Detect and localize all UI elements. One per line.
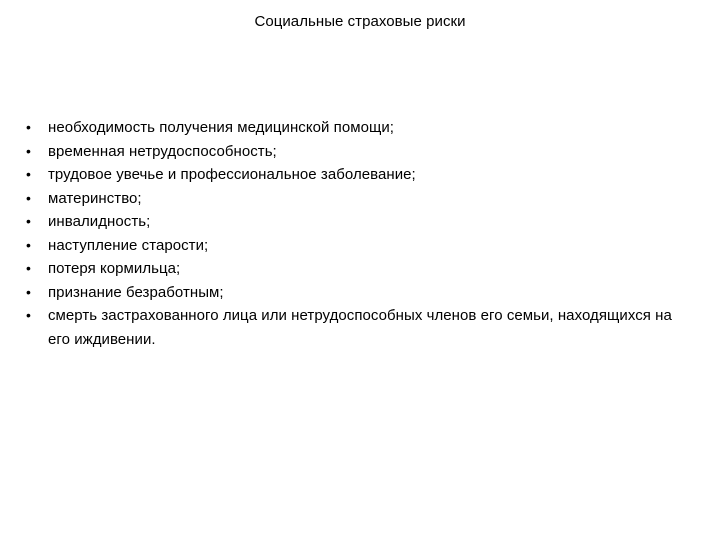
list-item-disability <box>26 210 686 234</box>
bullet-icon: • <box>26 166 31 182</box>
bullet-icon: • <box>26 189 31 206</box>
list-item-text: трудовое увечье и профессиональное заболевание; <box>48 166 416 183</box>
list-item-text: материнство; <box>48 189 142 207</box>
slide-title: Социальные страховые риски <box>254 13 466 30</box>
bullet-icon: • <box>26 119 31 135</box>
list-item-unemployment <box>26 281 686 305</box>
bullet-icon: • <box>26 260 31 276</box>
list-item-loss-of-breadwinner <box>26 257 686 281</box>
bullet-icon: • <box>26 142 31 159</box>
risk-list <box>26 116 686 351</box>
list-item-text: необходимость получения медицинской помощи; <box>48 119 395 136</box>
list-item-temporary-disability <box>26 140 686 164</box>
list-item-medical-care <box>26 116 686 140</box>
list-item-text: признание безработным; <box>48 283 224 301</box>
list-item-text: наступление старости; <box>48 236 209 254</box>
list-item-death-of-insured <box>26 304 686 351</box>
bullet-icon: • <box>26 307 31 323</box>
bullet-icon: • <box>26 236 31 253</box>
list-item-text: потеря кормильца; <box>48 260 181 277</box>
list-item-text: смерть застрахованного лица или нетрудоспособных членов его семьи, находящихся на его иждивении. <box>48 307 672 348</box>
list-item-text: временная нетрудоспособность; <box>48 142 277 160</box>
list-item-work-injury <box>26 163 686 187</box>
bullet-icon: • <box>26 283 31 300</box>
list-item-old-age <box>26 234 686 258</box>
bullet-icon: • <box>26 213 31 229</box>
list-item-maternity <box>26 187 686 211</box>
list-item-text: инвалидность; <box>48 213 151 230</box>
